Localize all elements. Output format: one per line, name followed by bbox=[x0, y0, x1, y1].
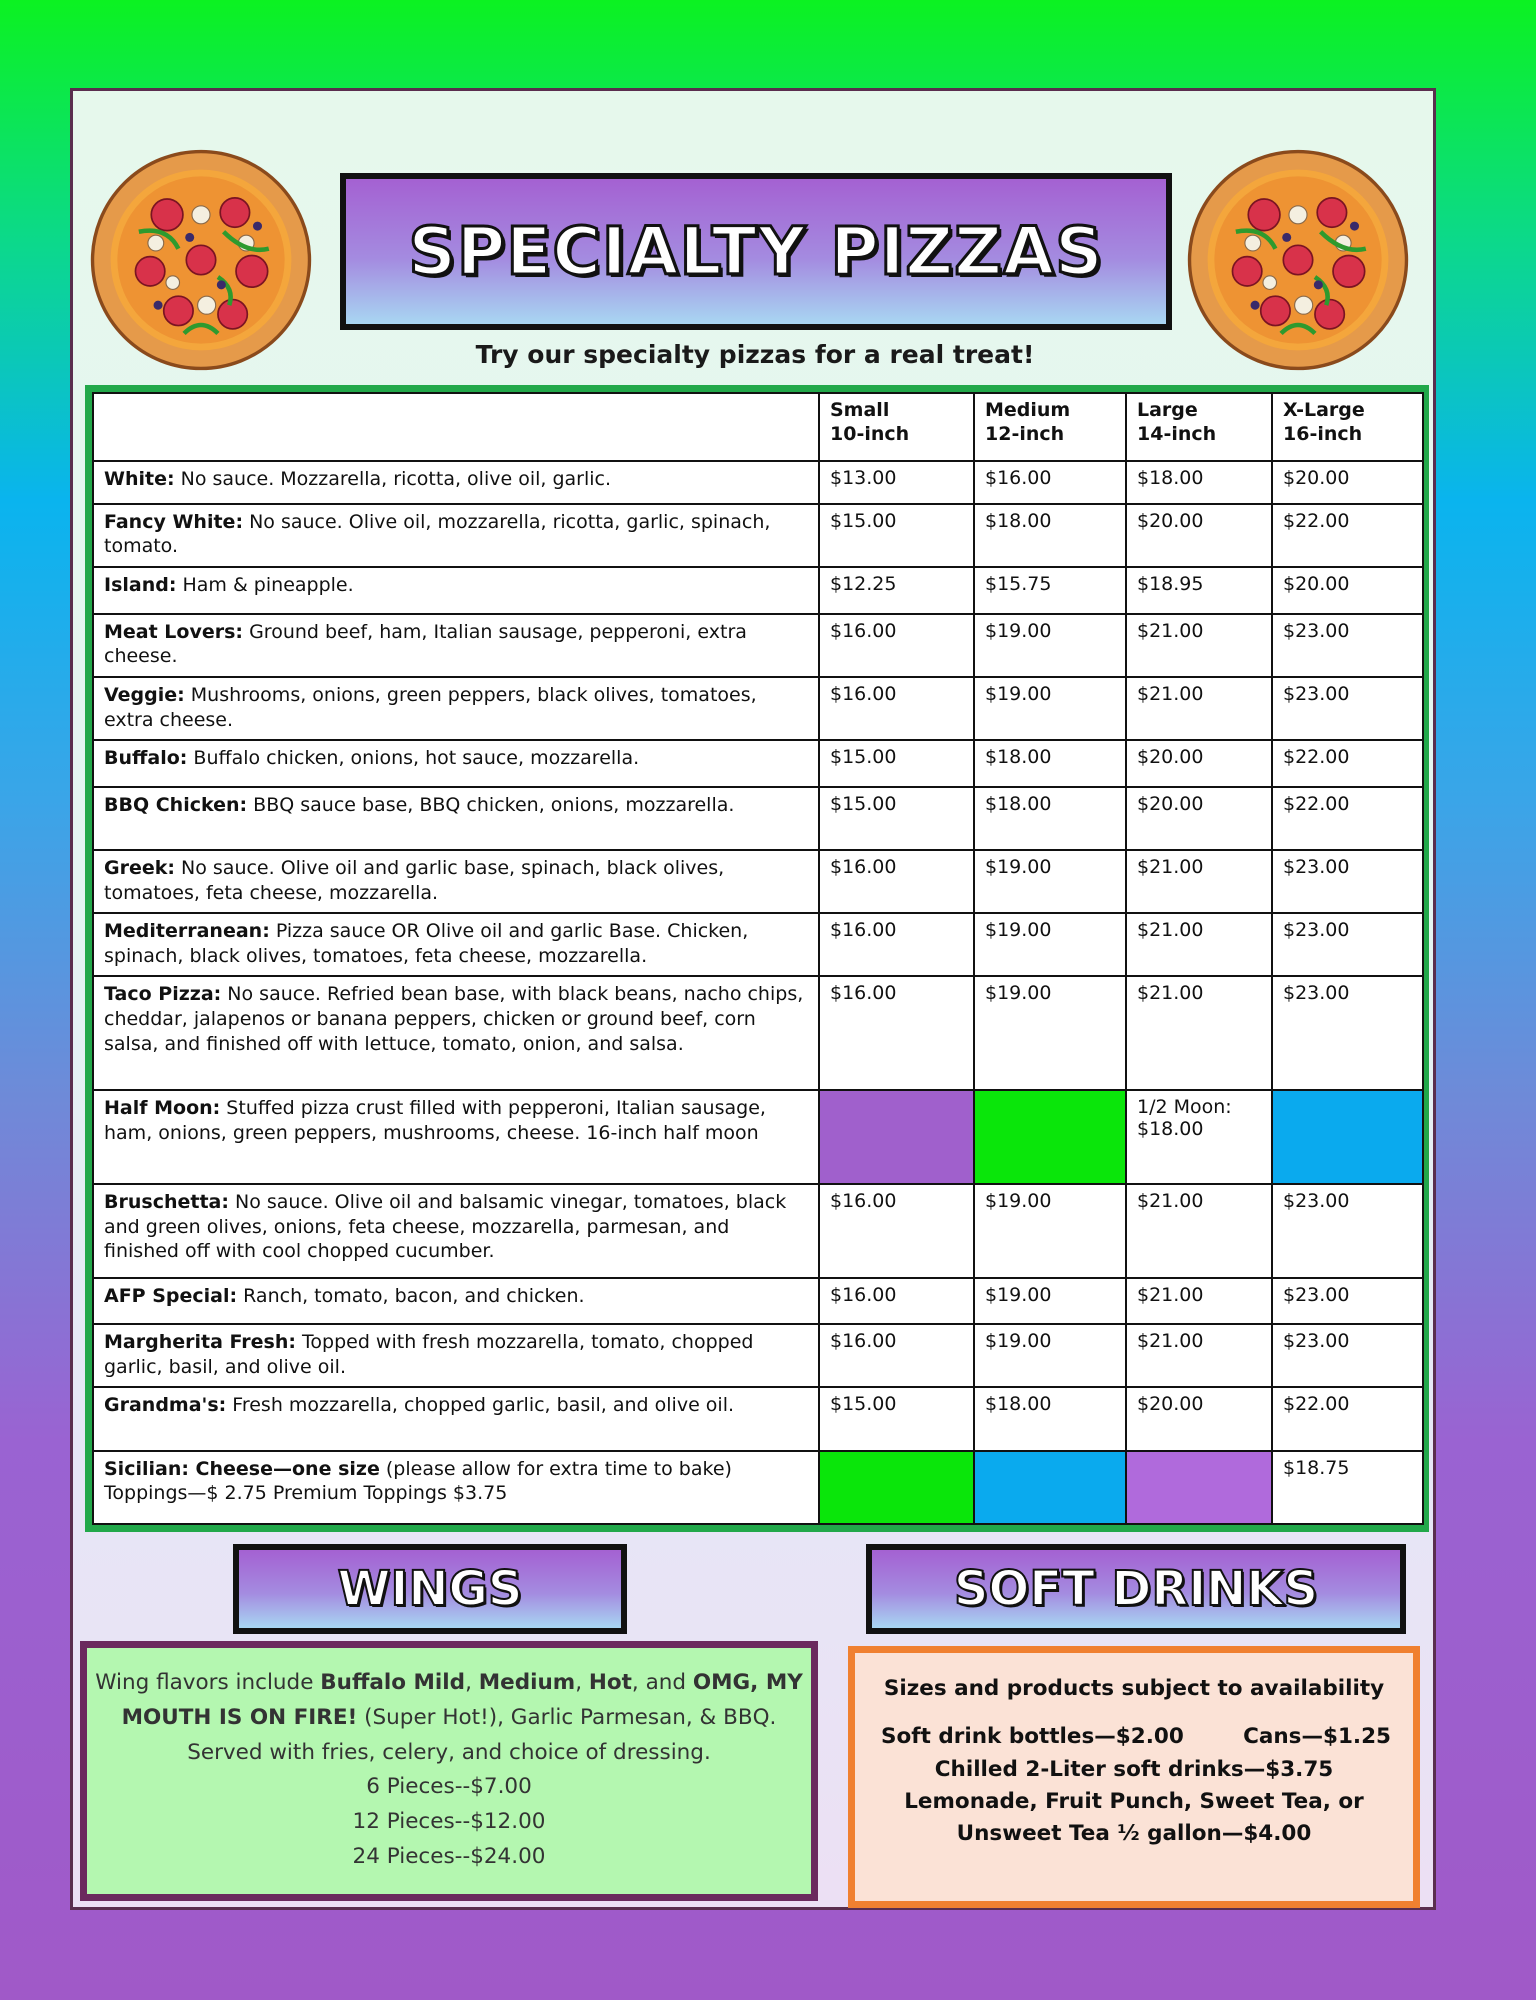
price-cell: $16.00 bbox=[819, 913, 974, 976]
table-row bbox=[93, 850, 1423, 913]
price-cell: $19.00 bbox=[974, 1324, 1126, 1387]
drinks-tea-line-2: Unsweet Tea ½ gallon—$4.00 bbox=[956, 1821, 1312, 1846]
wings-served-with: Served with fries, celery, and choice of dressing. bbox=[187, 1739, 711, 1765]
pizza-description bbox=[93, 461, 819, 504]
price-cell: $18.00 bbox=[974, 504, 1126, 567]
header-blank bbox=[93, 393, 819, 461]
header-size-large: Large 14-inch bbox=[1126, 393, 1272, 461]
pizza-name: Meat Lovers: bbox=[104, 620, 244, 643]
pizza-ingredients: Topped with fresh mozzarella, tomato, chopped garlic, basil, and olive oil. bbox=[104, 1331, 754, 1379]
pizza-description bbox=[93, 976, 819, 1090]
table-row bbox=[93, 614, 1423, 677]
drinks-bottles: Soft drink bottles—$2.00 bbox=[881, 1724, 1184, 1750]
pizza-illustration-left bbox=[88, 147, 314, 373]
price-cell: $18.95 bbox=[1126, 567, 1272, 614]
price-cell: $16.00 bbox=[974, 461, 1126, 504]
price-cell: $19.00 bbox=[974, 614, 1126, 677]
pizza-name: Buffalo: bbox=[104, 746, 188, 769]
price-cell: $16.00 bbox=[819, 1278, 974, 1325]
table-row bbox=[93, 1090, 1423, 1184]
pizza-ingredients: Pizza sauce OR Olive oil and garlic Base. Chicken, spinach, black olives, tomatoes, feta cheese, mozzarella. bbox=[104, 920, 749, 967]
drinks-cans: Cans—$1.25 bbox=[1243, 1724, 1391, 1750]
soft-drinks-title: SOFT DRINKS bbox=[953, 1561, 1319, 1617]
price-cell: $21.00 bbox=[1126, 976, 1272, 1090]
price-cell: $20.00 bbox=[1272, 567, 1423, 614]
page-title: SPECIALTY PIZZAS bbox=[408, 213, 1104, 290]
pizza-description bbox=[93, 1090, 819, 1184]
pizza-ingredients: Ranch, tomato, bacon, and chicken. bbox=[237, 1284, 585, 1307]
pizza-name: Sicilian: Cheese—one size bbox=[104, 1457, 380, 1480]
pizza-name: Margherita Fresh: bbox=[104, 1331, 296, 1354]
drinks-tea-line-1: Lemonade, Fruit Punch, Sweet Tea, or bbox=[904, 1788, 1364, 1814]
price-cell: $21.00 bbox=[1126, 1278, 1272, 1325]
pizza-description bbox=[93, 913, 819, 976]
pizza-name: Greek: bbox=[104, 856, 175, 879]
pizza-description bbox=[93, 850, 819, 913]
price-cell: $18.75 bbox=[1272, 1451, 1423, 1524]
drinks-bottles-cans-row bbox=[855, 1721, 1413, 1753]
price-cell: $23.00 bbox=[1272, 677, 1423, 740]
price-cell: 1/2 Moon: $18.00 bbox=[1126, 1090, 1272, 1184]
soft-drinks-banner bbox=[866, 1544, 1406, 1634]
price-cell: $18.00 bbox=[974, 740, 1126, 787]
pizza-name: AFP Special: bbox=[104, 1284, 238, 1307]
pizza-ingredients: BBQ sauce base, BBQ chicken, onions, mozzarella. bbox=[247, 793, 735, 816]
pizza-description bbox=[93, 567, 819, 614]
pizza-description bbox=[93, 740, 819, 787]
pizza-illustration-right bbox=[1185, 147, 1411, 373]
pizza-ingredients: Stuffed pizza crust filled with pepperoni, Italian sausage, ham, onions, green peppers, mushrooms, cheese. 16-inch half moon bbox=[104, 1097, 766, 1144]
pizza-description bbox=[93, 1387, 819, 1450]
price-cell: $15.00 bbox=[819, 787, 974, 850]
wings-option: 12 Pieces--$12.00 bbox=[352, 1809, 546, 1835]
header-size-small: Small 10-inch bbox=[819, 393, 974, 461]
pizza-name: White: bbox=[104, 468, 175, 490]
price-cell: $21.00 bbox=[1126, 1184, 1272, 1278]
table-header-row bbox=[93, 393, 1423, 461]
pizza-ingredients: No sauce. Olive oil, mozzarella, ricotta, garlic, spinach, tomato. bbox=[104, 510, 771, 558]
price-cell: $20.00 bbox=[1126, 740, 1272, 787]
price-cell: $18.00 bbox=[1126, 461, 1272, 504]
table-row bbox=[93, 1387, 1423, 1450]
pizza-ingredients: No sauce. Olive oil and garlic base, spinach, black olives, tomatoes, feta cheese, mozzarella. bbox=[104, 856, 725, 904]
pizza-extra-note: Toppings—$ 2.75 Premium Toppings $3.75 bbox=[104, 1482, 508, 1505]
price-cell: $15.00 bbox=[819, 1387, 974, 1450]
pizza-menu-table bbox=[92, 392, 1424, 1525]
price-cell: $18.00 bbox=[974, 1387, 1126, 1450]
price-cell: $16.00 bbox=[819, 1324, 974, 1387]
pizza-ingredients: No sauce. Olive oil and balsamic vinegar, tomatoes, black and green olives, onions, feta cheese, mozzarella, parmesan, and finished off with cool chopped cucumber. bbox=[104, 1190, 787, 1263]
soft-drinks-info-box bbox=[848, 1646, 1420, 1908]
price-cell bbox=[974, 1451, 1126, 1524]
header-size-xlarge: X-Large 16-inch bbox=[1272, 393, 1423, 461]
table-row bbox=[93, 461, 1423, 504]
price-cell: $16.00 bbox=[819, 976, 974, 1090]
table-row bbox=[93, 1451, 1423, 1524]
price-cell: $16.00 bbox=[819, 850, 974, 913]
table-row bbox=[93, 1324, 1423, 1387]
price-cell: $23.00 bbox=[1272, 1278, 1423, 1325]
pizza-ingredients: Fresh mozzarella, chopped garlic, basil, and olive oil. bbox=[226, 1394, 735, 1417]
pizza-name: Half Moon: bbox=[104, 1097, 221, 1120]
table-row bbox=[93, 1278, 1423, 1325]
table-row bbox=[93, 913, 1423, 976]
price-cell: $16.00 bbox=[819, 677, 974, 740]
drinks-availability-note: Sizes and products subject to availability bbox=[883, 1676, 1385, 1701]
table-row bbox=[93, 1184, 1423, 1278]
price-cell: $21.00 bbox=[1126, 677, 1272, 740]
price-cell: $19.00 bbox=[974, 1278, 1126, 1325]
price-cell: $22.00 bbox=[1272, 504, 1423, 567]
price-cell: $18.00 bbox=[974, 787, 1126, 850]
pizza-description bbox=[93, 614, 819, 677]
pizza-ingredients: Mushrooms, onions, green peppers, black olives, tomatoes, extra cheese. bbox=[104, 683, 757, 731]
pizza-name: Fancy White: bbox=[104, 510, 244, 533]
table-row bbox=[93, 740, 1423, 787]
price-cell bbox=[1126, 1451, 1272, 1524]
pizza-description bbox=[93, 1324, 819, 1387]
pizza-name: BBQ Chicken: bbox=[104, 793, 248, 816]
price-cell: $21.00 bbox=[1126, 913, 1272, 976]
pizza-description bbox=[93, 1451, 819, 1524]
price-cell: $12.25 bbox=[819, 567, 974, 614]
price-cell: $21.00 bbox=[1126, 1324, 1272, 1387]
pizza-name: Veggie: bbox=[104, 683, 185, 706]
price-cell: $21.00 bbox=[1126, 614, 1272, 677]
price-cell bbox=[819, 1451, 974, 1524]
pizza-description bbox=[93, 787, 819, 850]
price-cell: $19.00 bbox=[974, 913, 1126, 976]
pizza-ingredients: Ham & pineapple. bbox=[176, 573, 354, 596]
price-cell: $23.00 bbox=[1272, 976, 1423, 1090]
pizza-name: Island: bbox=[104, 573, 177, 596]
table-row bbox=[93, 976, 1423, 1090]
price-cell: $22.00 bbox=[1272, 787, 1423, 850]
pizza-name: Bruschetta: bbox=[104, 1190, 229, 1213]
price-cell: $15.00 bbox=[819, 740, 974, 787]
pizza-name: Mediterranean: bbox=[104, 920, 270, 943]
price-cell: $23.00 bbox=[1272, 614, 1423, 677]
pizza-description bbox=[93, 677, 819, 740]
price-cell: $15.00 bbox=[819, 504, 974, 567]
price-cell: $19.00 bbox=[974, 1184, 1126, 1278]
price-cell: $23.00 bbox=[1272, 1324, 1423, 1387]
price-cell: $23.00 bbox=[1272, 850, 1423, 913]
table-row bbox=[93, 567, 1423, 614]
price-cell: $19.00 bbox=[974, 677, 1126, 740]
price-cell: $22.00 bbox=[1272, 740, 1423, 787]
price-cell: $20.00 bbox=[1126, 504, 1272, 567]
price-cell bbox=[819, 1090, 974, 1184]
price-cell: $19.00 bbox=[974, 976, 1126, 1090]
price-cell: $16.00 bbox=[819, 1184, 974, 1278]
wings-banner bbox=[233, 1544, 627, 1634]
price-cell bbox=[974, 1090, 1126, 1184]
wings-info-box bbox=[80, 1641, 818, 1901]
pizza-description bbox=[93, 504, 819, 567]
price-cell: $15.75 bbox=[974, 567, 1126, 614]
price-cell: $19.00 bbox=[974, 850, 1126, 913]
price-cell bbox=[1272, 1090, 1423, 1184]
drinks-two-liter: Chilled 2-Liter soft drinks—$3.75 bbox=[934, 1756, 1334, 1782]
pizza-ingredients: Ground beef, ham, Italian sausage, pepperoni, extra cheese. bbox=[104, 620, 747, 668]
table-row bbox=[93, 787, 1423, 850]
wings-flavors: Wing flavors include Buffalo Mild, Medium, Hot, and OMG, MY MOUTH IS ON FIRE! (Super Hot!), Garlic Parmesan, & BBQ. bbox=[95, 1670, 803, 1730]
pizza-name: Grandma's: bbox=[104, 1394, 227, 1417]
pizza-description bbox=[93, 1184, 819, 1278]
pizza-ingredients: No sauce. Mozzarella, ricotta, olive oil, garlic. bbox=[174, 468, 612, 490]
price-cell: $20.00 bbox=[1272, 461, 1423, 504]
header-size-medium: Medium 12-inch bbox=[974, 393, 1126, 461]
pizza-description bbox=[93, 1278, 819, 1325]
wings-option: 24 Pieces--$24.00 bbox=[352, 1844, 546, 1870]
price-cell: $20.00 bbox=[1126, 1387, 1272, 1450]
title-banner bbox=[340, 173, 1172, 330]
pizza-ingredients: No sauce. Refried bean base, with black beans, nacho chips, cheddar, jalapenos or banana peppers, chicken or ground beef, corn salsa, and finished off with lettuce, tomato, onion, and salsa. bbox=[104, 983, 804, 1055]
wings-title: WINGS bbox=[337, 1561, 523, 1617]
price-cell: $22.00 bbox=[1272, 1387, 1423, 1450]
tagline: Try our specialty pizzas for a real treat! bbox=[475, 340, 1035, 369]
wings-option: 6 Pieces--$7.00 bbox=[366, 1774, 532, 1800]
price-cell: $20.00 bbox=[1126, 787, 1272, 850]
table-row bbox=[93, 504, 1423, 567]
pizza-menu-table-frame bbox=[85, 385, 1429, 1532]
pizza-ingredients: (please allow for extra time to bake) bbox=[379, 1457, 732, 1480]
pizza-ingredients: Buffalo chicken, onions, hot sauce, mozzarella. bbox=[187, 746, 640, 769]
price-cell: $23.00 bbox=[1272, 913, 1423, 976]
price-cell: $16.00 bbox=[819, 614, 974, 677]
price-cell: $13.00 bbox=[819, 461, 974, 504]
table-row bbox=[93, 677, 1423, 740]
price-cell: $23.00 bbox=[1272, 1184, 1423, 1278]
price-cell: $21.00 bbox=[1126, 850, 1272, 913]
pizza-name: Taco Pizza: bbox=[104, 983, 222, 1006]
